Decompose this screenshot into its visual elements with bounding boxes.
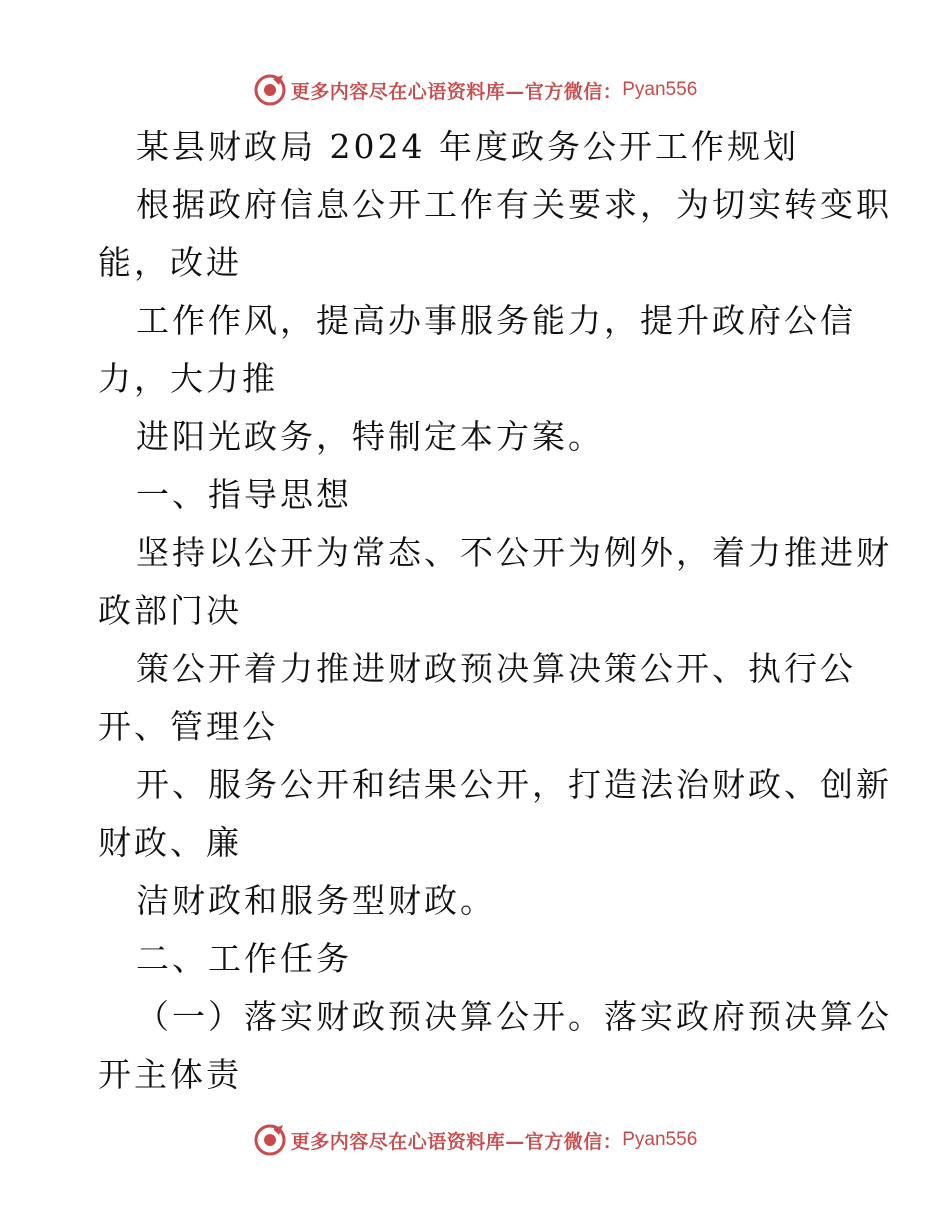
logo-icon: [253, 1123, 287, 1157]
paragraph-line: （一）落实财政预决算公开。落实政府预决算公: [136, 997, 892, 1036]
paragraph-line: 财政、廉: [98, 823, 242, 862]
header-watermark: [0, 70, 950, 110]
paragraph-line: 根据政府信息公开工作有关要求，为切实转变职: [136, 185, 892, 224]
paragraph-line: 能，改进: [98, 243, 242, 282]
footer-watermark: [0, 1120, 950, 1160]
section-heading: 一、指导思想: [136, 475, 352, 514]
watermark-text: 更多内容尽在心语资料库—官方微信：: [290, 80, 623, 103]
paragraph-line: 坚持以公开为常态、不公开为例外，着力推进财: [136, 533, 892, 572]
document-body: [98, 118, 892, 1104]
paragraph-line: 开、管理公: [98, 707, 278, 746]
section-heading: 二、工作任务: [136, 939, 352, 978]
paragraph-line: 开、服务公开和结果公开，打造法治财政、创新: [136, 765, 892, 804]
paragraph-line: 力，大力推: [98, 359, 278, 398]
paragraph-line: 策公开着力推进财政预决算决策公开、执行公: [136, 649, 856, 688]
watermark-text: 更多内容尽在心语资料库—官方微信：: [290, 1130, 623, 1153]
watermark-wechat-id: Pyan556: [622, 79, 698, 100]
document-title: 某县财政局 2024 年度政务公开工作规划: [136, 127, 799, 166]
paragraph-line: 进阳光政务，特制定本方案。: [136, 417, 604, 456]
logo-icon: [253, 73, 287, 107]
paragraph-line: 工作作风，提高办事服务能力，提升政府公信: [136, 301, 856, 340]
paragraph-line: 开主体责: [98, 1055, 242, 1094]
paragraph-line: 政部门决: [98, 591, 242, 630]
watermark-wechat-id: Pyan556: [622, 1129, 698, 1150]
paragraph-line: 洁财政和服务型财政。: [136, 881, 496, 920]
